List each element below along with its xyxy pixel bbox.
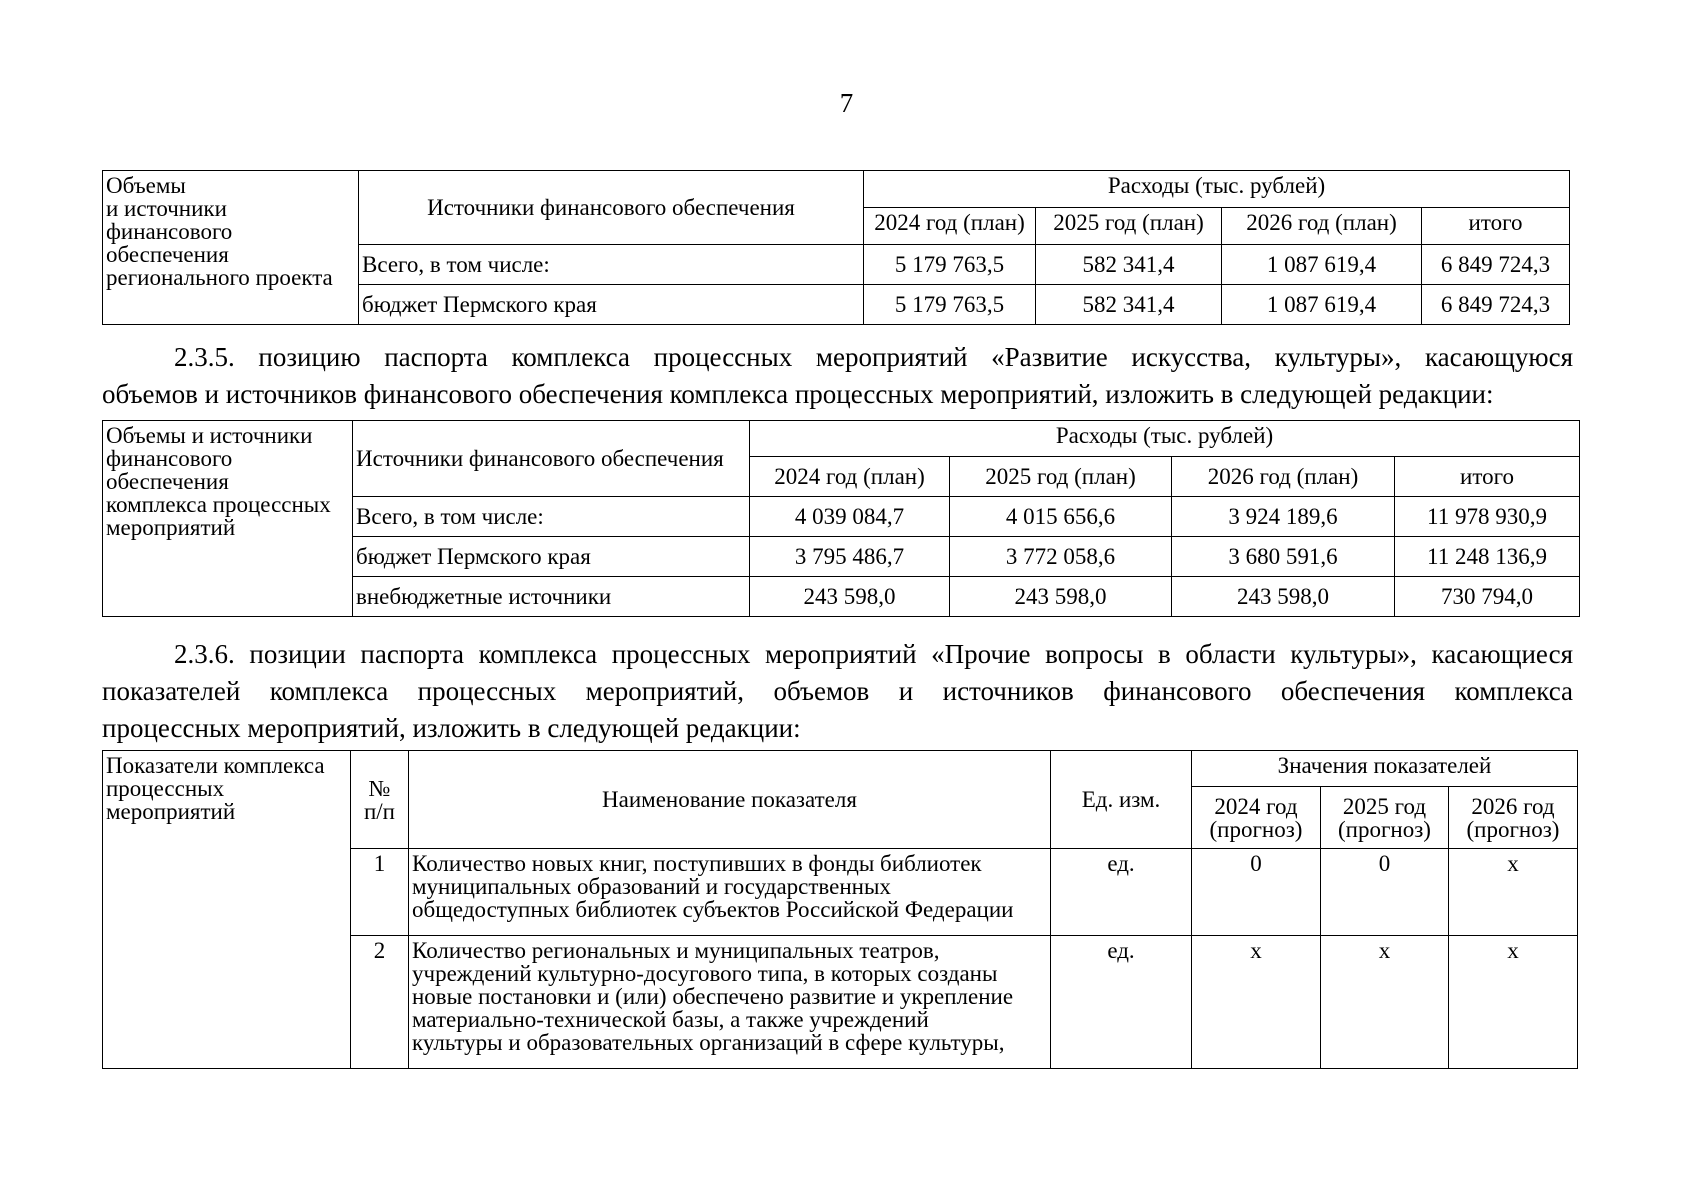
unit-header: Ед. изм. <box>1051 751 1192 849</box>
cell-value: 1 087 619,4 <box>1222 285 1422 325</box>
regional-project-financing-table <box>102 170 1570 325</box>
cell-value: 5 179 763,5 <box>864 285 1036 325</box>
cell-value: 0 <box>1192 849 1321 936</box>
cell-value: 11 978 930,9 <box>1395 497 1580 537</box>
row-header: Объемы и источники финансового обеспечения комплекса процессных мероприятий <box>103 421 353 617</box>
year-header: 2026 год (план) <box>1172 457 1395 497</box>
cell-value: 243 598,0 <box>1172 577 1395 617</box>
cell-value: 4 039 084,7 <box>750 497 950 537</box>
paragraph-line: объемов и источников финансового обеспечения комплекса процессных мероприятий, изложить в следующей редакции: <box>102 379 1494 409</box>
unit: ед. <box>1051 936 1192 1069</box>
row-header: Объемы и источники финансового обеспечения регионального проекта <box>103 171 359 325</box>
paragraph-line: 2.3.6. позиции паспорта комплекса процессных мероприятий «Прочие вопросы в области культуры», касающиеся <box>174 639 1573 669</box>
year-header: 2026 год (план) <box>1222 208 1422 245</box>
cell-value: 3 680 591,6 <box>1172 537 1395 577</box>
cell-value: x <box>1192 936 1321 1069</box>
paragraph-2-3-5 <box>102 339 1573 413</box>
page-number: 7 <box>839 88 854 118</box>
sources-header: Источники финансового обеспечения <box>353 421 750 497</box>
cell-value: 243 598,0 <box>750 577 950 617</box>
indicator-name: Количество новых книг, поступивших в фонды библиотек муниципальных образований и государственных общедоступных библиотек субъектов Российской Федерации <box>409 849 1051 936</box>
year-header: 2024 год (план) <box>750 457 950 497</box>
cell-value: 0 <box>1321 849 1449 936</box>
row-number: 2 <box>351 936 409 1069</box>
row-number: 1 <box>351 849 409 936</box>
cell-value: 3 772 058,6 <box>950 537 1172 577</box>
row-header: Показатели комплекса процессных мероприятий <box>103 751 351 1069</box>
paragraph-2-3-6 <box>102 636 1573 747</box>
total-header: итого <box>1422 208 1570 245</box>
indicator-name-header: Наименование показателя <box>409 751 1051 849</box>
year-header: 2024 год (план) <box>864 208 1036 245</box>
expenses-header: Расходы (тыс. рублей) <box>864 171 1570 208</box>
expenses-header: Расходы (тыс. рублей) <box>750 421 1580 457</box>
paragraph-line: показателей комплекса процессных мероприятий, объемов и источников финансового обеспечения комплекса <box>102 676 1573 706</box>
year-header: 2025 год (план) <box>1036 208 1222 245</box>
number-header: № п/п <box>351 751 409 849</box>
cell-value: 4 015 656,6 <box>950 497 1172 537</box>
indicator-name: Количество региональных и муниципальных театров, учреждений культурно-досугового типа, в которых созданы новые постановки и (или) обеспечено развитие и укрепление материально-технической базы, а также учреждений культуры и образовательных организаций в сфере культуры, <box>409 936 1051 1069</box>
cell-value: 5 179 763,5 <box>864 245 1036 285</box>
row-label: бюджет Пермского края <box>353 537 750 577</box>
cell-value: 582 341,4 <box>1036 245 1222 285</box>
cell-value: x <box>1449 936 1578 1069</box>
total-header: итого <box>1395 457 1580 497</box>
row-label: бюджет Пермского края <box>359 285 864 325</box>
year-header: 2025 год (прогноз) <box>1321 787 1449 849</box>
year-header: 2026 год (прогноз) <box>1449 787 1578 849</box>
cell-value: 1 087 619,4 <box>1222 245 1422 285</box>
row-label: Всего, в том числе: <box>359 245 864 285</box>
cell-value: 730 794,0 <box>1395 577 1580 617</box>
cell-value: 243 598,0 <box>950 577 1172 617</box>
cell-value: 582 341,4 <box>1036 285 1222 325</box>
cell-value: 3 795 486,7 <box>750 537 950 577</box>
paragraph-line: процессных мероприятий, изложить в следующей редакции: <box>102 713 801 743</box>
indicators-table <box>102 750 1578 1069</box>
paragraph-line: 2.3.5. позицию паспорта комплекса процессных мероприятий «Развитие искусства, культуры», касающуюся <box>174 342 1573 372</box>
cell-value: 11 248 136,9 <box>1395 537 1580 577</box>
year-header: 2025 год (план) <box>950 457 1172 497</box>
cell-value: x <box>1321 936 1449 1069</box>
sources-header: Источники финансового обеспечения <box>359 171 864 245</box>
process-complex-financing-table <box>102 420 1580 617</box>
unit: ед. <box>1051 849 1192 936</box>
values-header: Значения показателей <box>1192 751 1578 787</box>
cell-value: 6 849 724,3 <box>1422 285 1570 325</box>
year-header: 2024 год (прогноз) <box>1192 787 1321 849</box>
row-label: Всего, в том числе: <box>353 497 750 537</box>
cell-value: 6 849 724,3 <box>1422 245 1570 285</box>
cell-value: 3 924 189,6 <box>1172 497 1395 537</box>
cell-value: x <box>1449 849 1578 936</box>
row-label: внебюджетные источники <box>353 577 750 617</box>
